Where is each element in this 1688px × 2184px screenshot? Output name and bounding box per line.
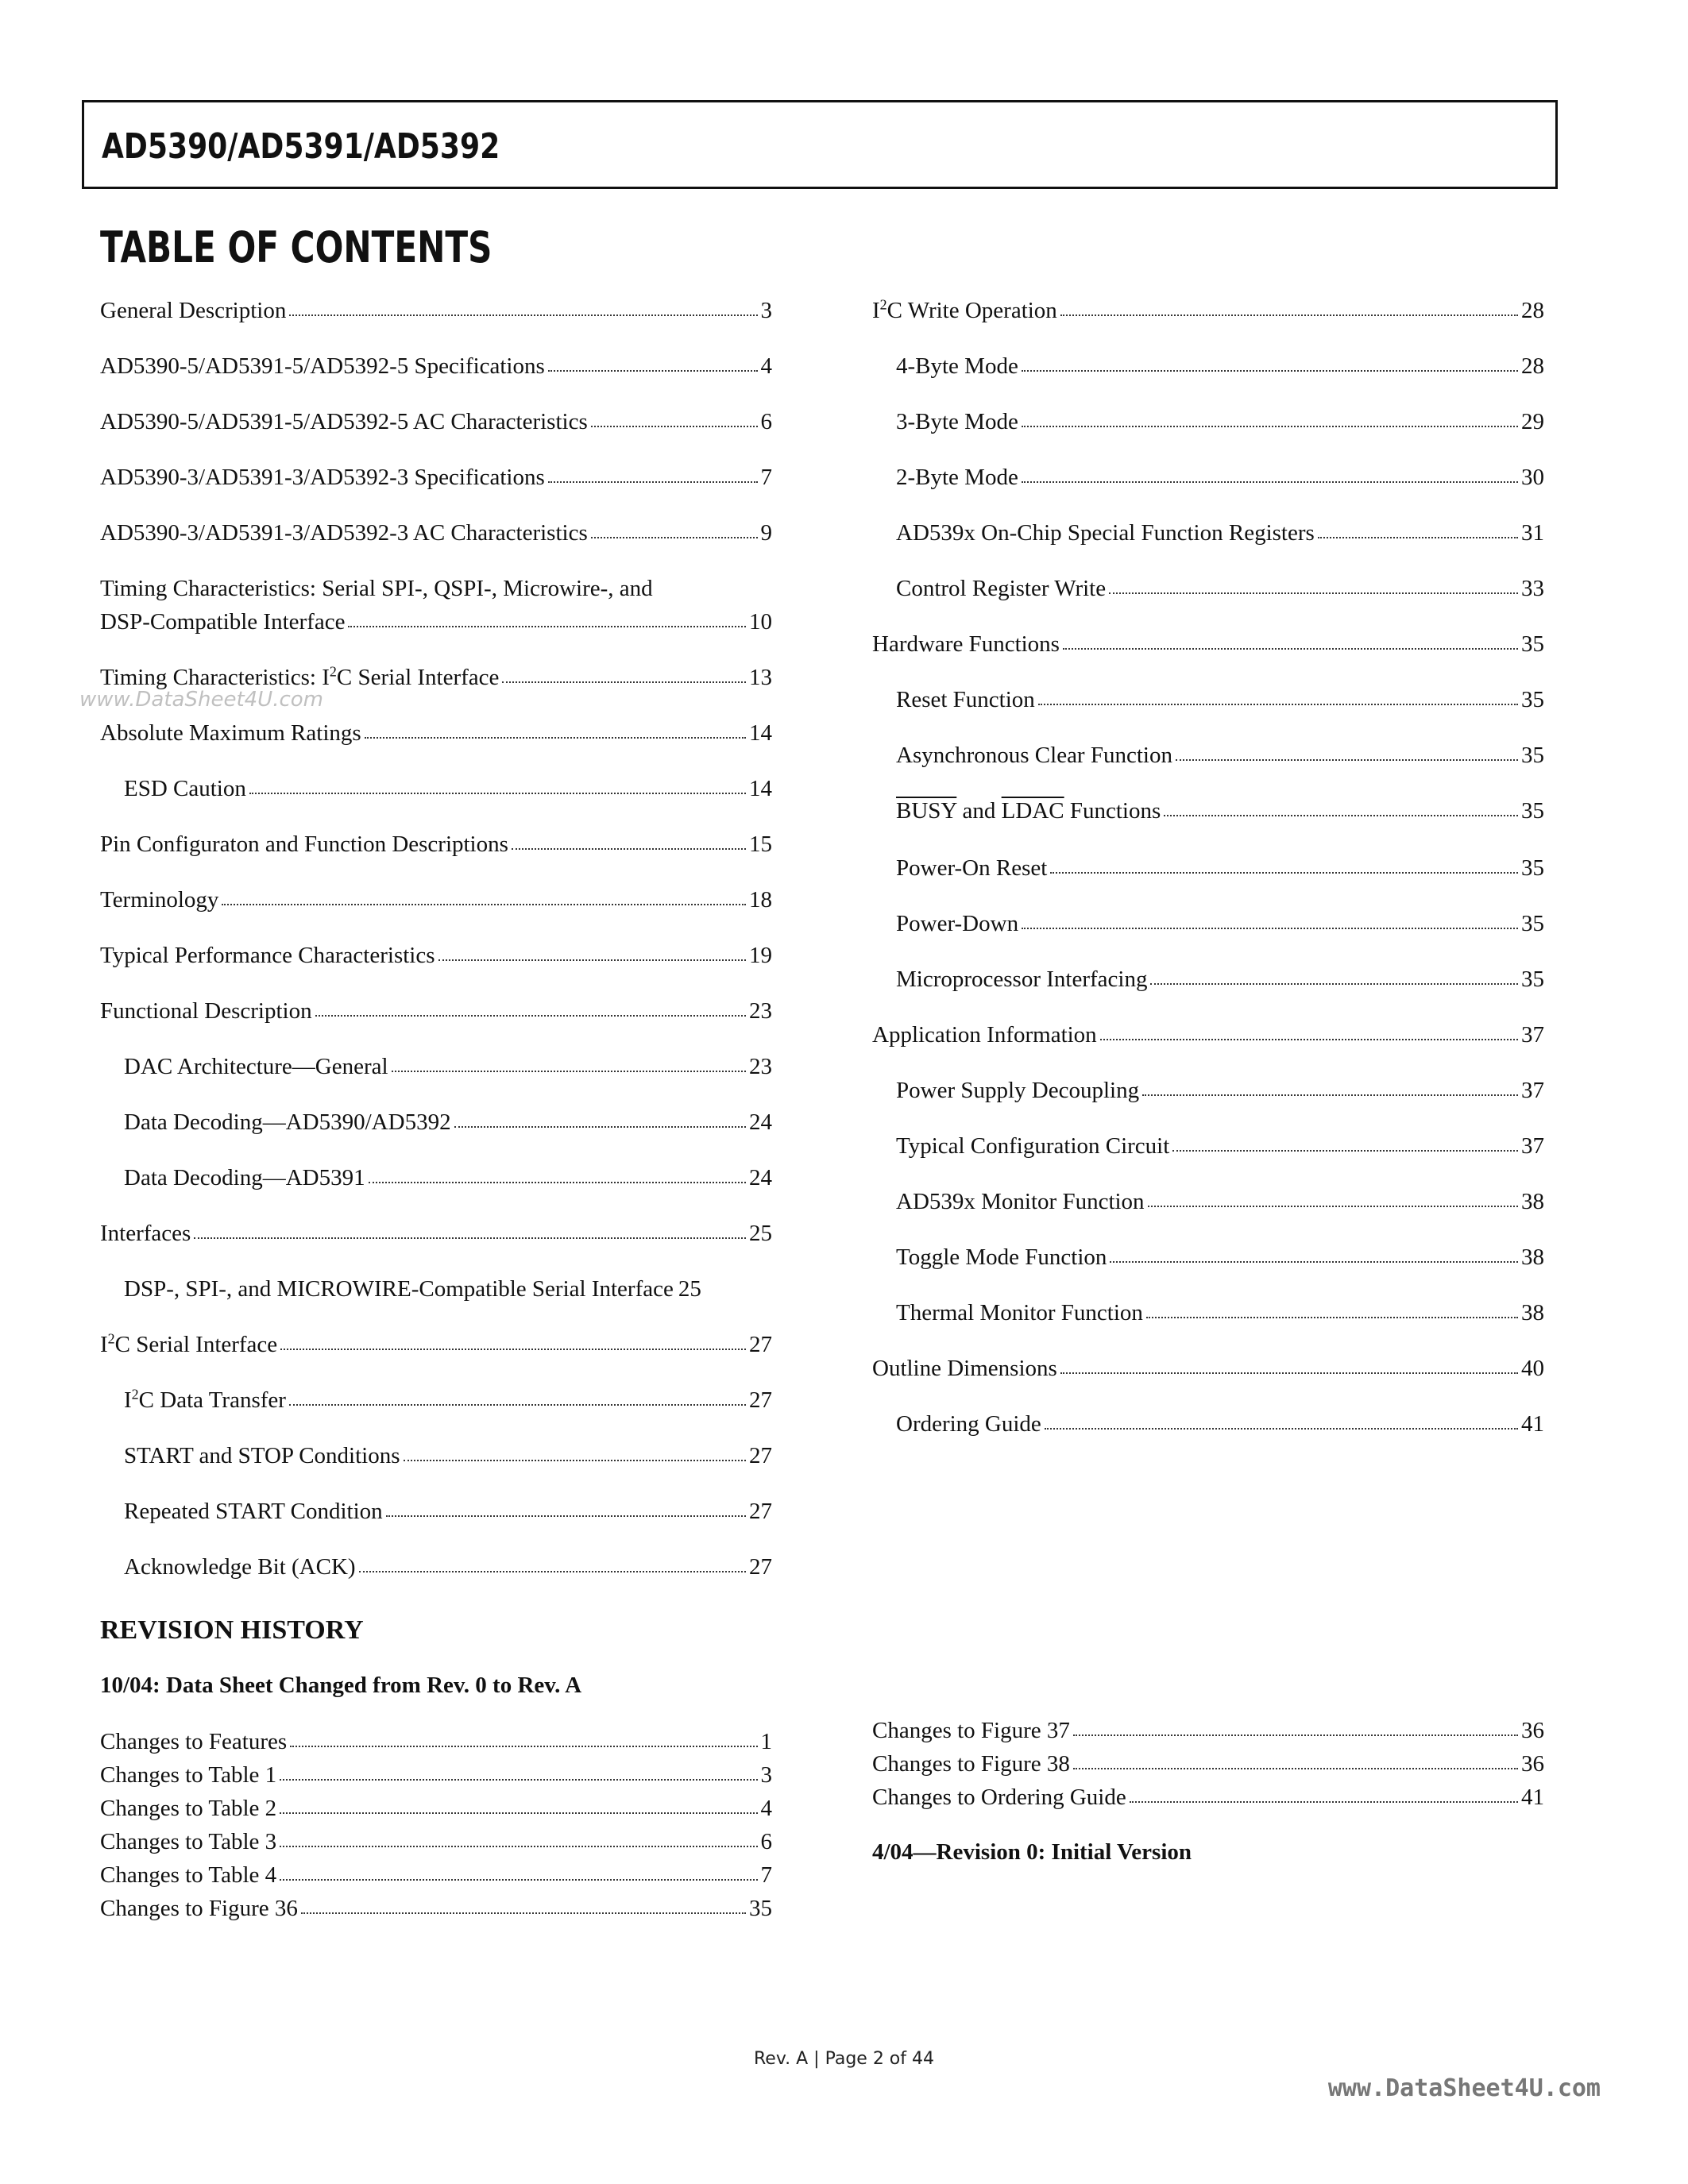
revision-entry: Changes to Features 1 <box>100 1729 772 1754</box>
toc-entry[interactable]: Thermal Monitor Function 38 <box>896 1300 1544 1325</box>
toc-entry[interactable]: Functional Description 23 <box>100 998 772 1024</box>
toc-entry[interactable]: AD539x Monitor Function 38 <box>896 1189 1544 1214</box>
toc-entry[interactable]: Asynchronous Clear Function 35 <box>896 743 1544 768</box>
toc-entry[interactable]: Timing Characteristics: Serial SPI-, QSPI-, Microwire-, and DSP-Compatible Interface 10 <box>100 576 772 635</box>
revision-entry: Changes to Table 2 4 <box>100 1796 772 1821</box>
toc-entry[interactable]: Power-On Reset 35 <box>896 855 1544 881</box>
revision-subheading: 10/04: Data Sheet Changed from Rev. 0 to Rev. A <box>100 1673 582 1698</box>
revision-history-heading: REVISION HISTORY <box>100 1615 364 1645</box>
toc-entry[interactable]: AD5390-3/AD5391-3/AD5392-3 AC Characteristics 9 <box>100 520 772 546</box>
toc-entry[interactable]: Application Information 37 <box>872 1022 1544 1048</box>
page-footer: Rev. A | Page 2 of 44 <box>753 2049 934 2069</box>
revision-entry: Changes to Figure 38 36 <box>872 1751 1544 1777</box>
toc-entry[interactable]: Interfaces 25 <box>100 1221 772 1246</box>
toc-entry[interactable]: Power Supply Decoupling 37 <box>896 1078 1544 1103</box>
toc-entry[interactable]: AD539x On-Chip Special Function Registers 31 <box>896 520 1544 546</box>
toc-entry[interactable]: Control Register Write 33 <box>896 576 1544 601</box>
toc-entry[interactable]: AD5390-5/AD5391-5/AD5392-5 Specifications 4 <box>100 353 772 379</box>
document-title: AD5390/AD5391/AD5392 <box>102 126 500 167</box>
toc-entry[interactable]: DAC Architecture—General 23 <box>124 1054 772 1079</box>
toc-entry[interactable]: 4-Byte Mode 28 <box>896 353 1544 379</box>
watermark: www.DataSheet4U.com <box>79 688 324 712</box>
toc-entry[interactable]: BUSY and LDAC Functions 35 <box>896 798 1544 824</box>
toc-entry[interactable]: Typical Performance Characteristics 19 <box>100 943 772 968</box>
toc-entry[interactable]: Data Decoding—AD5391 24 <box>124 1165 772 1190</box>
toc-entry[interactable]: START and STOP Conditions 27 <box>124 1443 772 1468</box>
toc-entry[interactable]: Data Decoding—AD5390/AD5392 24 <box>124 1109 772 1135</box>
toc-entry[interactable]: Ordering Guide 41 <box>896 1411 1544 1437</box>
toc-entry[interactable]: Repeated START Condition 27 <box>124 1499 772 1524</box>
toc-entry[interactable]: Terminology 18 <box>100 887 772 913</box>
toc-entry[interactable]: Toggle Mode Function 38 <box>896 1244 1544 1270</box>
toc-entry[interactable]: $I^2C$ Data Transfer 27 <box>124 1386 772 1413</box>
toc-entry[interactable]: Acknowledge Bit (ACK) 27 <box>124 1554 772 1580</box>
revision-subheading: 4/04—Revision 0: Initial Version <box>872 1839 1192 1865</box>
toc-entry[interactable]: AD5390-5/AD5391-5/AD5392-5 AC Characteristics 6 <box>100 409 772 434</box>
revision-entry: Changes to Table 1 3 <box>100 1762 772 1788</box>
toc-entry[interactable]: Timing Characteristics: $I^2C$ Serial Interface 13 <box>100 663 772 690</box>
toc-entry[interactable]: 2-Byte Mode 30 <box>896 465 1544 490</box>
toc-entry[interactable]: AD5390-3/AD5391-3/AD5392-3 Specifications 7 <box>100 465 772 490</box>
revision-entry: Changes to Table 4 7 <box>100 1862 772 1888</box>
revision-entry: Changes to Figure 37 36 <box>872 1718 1544 1743</box>
toc-entry[interactable]: $I^2C$ Serial Interface 27 <box>100 1330 772 1357</box>
toc-entry[interactable]: ESD Caution 14 <box>124 776 772 801</box>
toc-entry[interactable]: Hardware Functions 35 <box>872 631 1544 657</box>
toc-entry[interactable]: DSP-, SPI-, and MICROWIRE-Compatible Serial Interface 25 <box>124 1276 701 1302</box>
toc-entry[interactable]: Pin Configuraton and Function Descriptions 15 <box>100 832 772 857</box>
revision-entry: Changes to Table 3 6 <box>100 1829 772 1854</box>
toc-entry[interactable]: Outline Dimensions 40 <box>872 1356 1544 1381</box>
toc-entry[interactable]: Reset Function 35 <box>896 687 1544 712</box>
toc-entry[interactable]: 3-Byte Mode 29 <box>896 409 1544 434</box>
toc-entry[interactable]: Typical Configuration Circuit 37 <box>896 1133 1544 1159</box>
header-box <box>82 100 1558 189</box>
footer-watermark: www.DataSheet4U.com <box>1327 2074 1601 2102</box>
revision-entry: Changes to Ordering Guide 41 <box>872 1785 1544 1810</box>
toc-entry[interactable]: $I^2C$ Write Operation 28 <box>872 296 1544 323</box>
toc-entry[interactable]: Power-Down 35 <box>896 911 1544 936</box>
toc-heading: TABLE OF CONTENTS <box>100 222 492 272</box>
toc-entry[interactable]: Microprocessor Interfacing 35 <box>896 967 1544 992</box>
revision-entry: Changes to Figure 36 35 <box>100 1896 772 1921</box>
toc-entry[interactable]: General Description 3 <box>100 298 772 323</box>
toc-entry[interactable]: Absolute Maximum Ratings 14 <box>100 720 772 746</box>
